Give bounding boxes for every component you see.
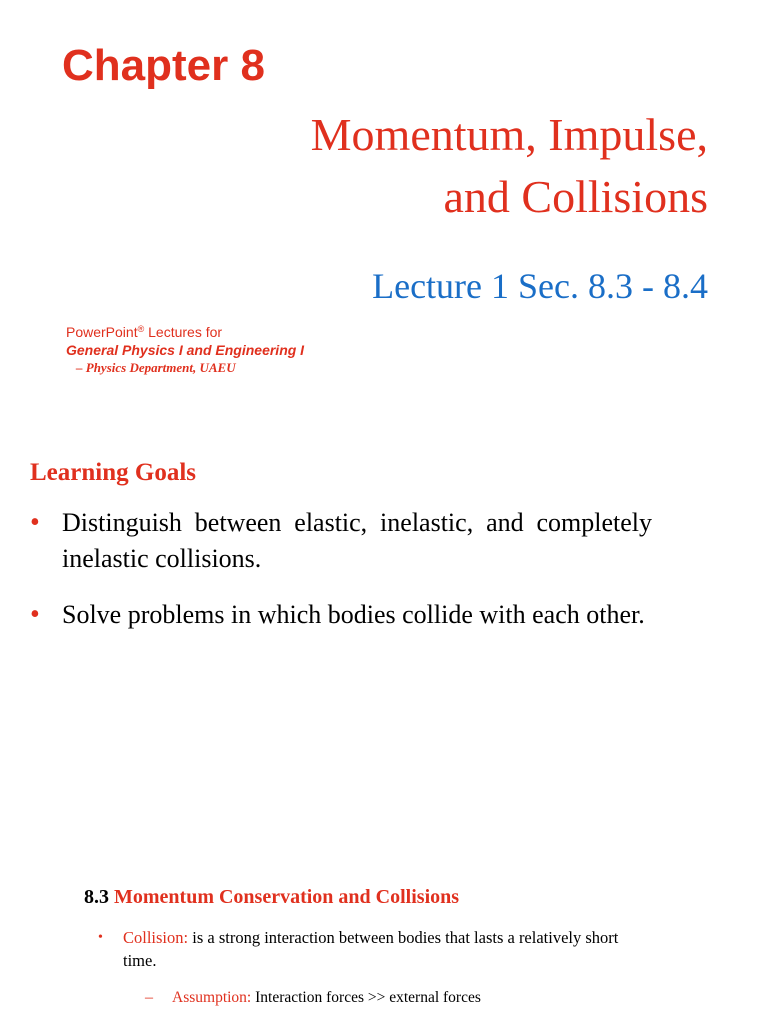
collision-term: Collision: xyxy=(123,928,189,947)
chapter-subtitle xyxy=(311,104,708,228)
lecture-info: Lecture 1 Sec. 8.3 - 8.4 xyxy=(372,266,708,306)
learning-goal-text: Distinguish between elastic, inelastic, and completely inelastic collisions. xyxy=(62,508,652,573)
collision-definition-text xyxy=(123,926,638,972)
section-heading xyxy=(84,884,459,910)
collision-description: is a strong interaction between bodies that lasts a relatively short time. xyxy=(123,928,619,970)
subtitle-line-1: Momentum, Impulse, xyxy=(310,109,708,160)
learning-goal-text: Solve problems in which bodies collide with each other. xyxy=(62,600,645,629)
bullet-icon: • xyxy=(30,507,40,538)
bullet-icon: • xyxy=(30,599,40,630)
assumption-term: Assumption: xyxy=(172,989,252,1006)
assumption-item xyxy=(145,987,645,1009)
collision-definition xyxy=(98,926,638,972)
lectures-for-label: Lectures for xyxy=(144,324,223,340)
subtitle-line-2: and Collisions xyxy=(443,171,708,222)
bullet-icon: • xyxy=(98,930,103,945)
powerpoint-label: PowerPoint xyxy=(66,324,138,340)
section-number: 8.3 xyxy=(84,886,109,908)
learning-goal-item xyxy=(30,505,652,577)
credits-course: General Physics I and Engineering I xyxy=(66,342,305,358)
registered-mark: ® xyxy=(137,324,145,334)
learning-goals-heading: Learning Goals xyxy=(30,459,196,486)
assumption-description: Interaction forces >> external forces xyxy=(251,989,481,1006)
chapter-title: Chapter 8 xyxy=(62,41,265,90)
credits-department: – Physics Department, UAEU xyxy=(76,360,236,375)
credits-block xyxy=(66,323,466,377)
assumption-text xyxy=(172,987,645,1009)
dash-icon: – xyxy=(145,989,153,1006)
learning-goal-item xyxy=(30,597,652,633)
credits-powerpoint-line xyxy=(66,323,466,341)
section-title: Momentum Conservation and Collisions xyxy=(114,886,460,908)
